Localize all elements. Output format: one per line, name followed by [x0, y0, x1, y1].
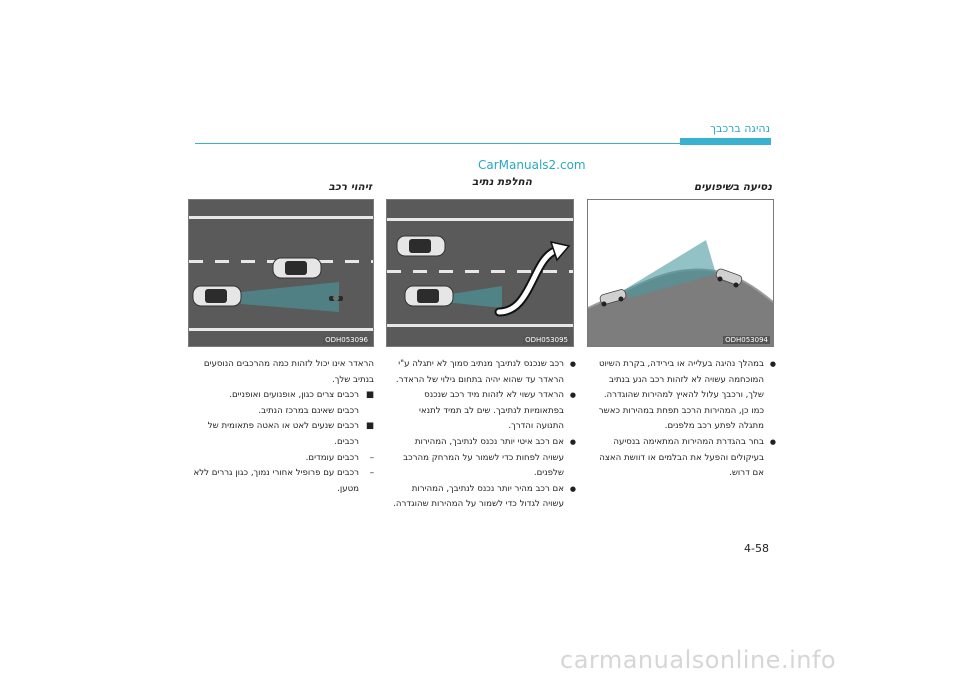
- figure-lane-change: [386, 199, 574, 347]
- figure-code: ODH053094: [725, 336, 768, 344]
- figure-vehicle-detection: [188, 199, 374, 347]
- header-accent-block: [680, 138, 771, 145]
- bullet-lane-2: ● הראדר עשוי לא לזהות מיד רכב שנכנס בפתאומיות לנתיבך. שים לב תמיד לתנאי התנועה והדרך.: [392, 388, 576, 435]
- detection-intro: הראדר אינו יכול לזהות כמה מהרכבים הנוסעים בנתיב שלך.: [203, 359, 374, 385]
- bullet-lane-4: ● אם רכב מהיר יותר נכנס לנתיבך, המהירות עשויה לגדול כדי לשמור על המהירות שהוגדרה.: [392, 482, 576, 513]
- item-text: רכבים עם פרופיל אחורי נמוך, כגון גררים ללא מטען.: [193, 468, 359, 494]
- title-vehicle-detection: זיהוי רכב: [328, 181, 372, 193]
- detection-item: [190, 419, 374, 450]
- bullet-lane-3: ● אם רכב איטי יותר נכנס לנתיבך, המהירות עשויה לפחות כדי לשמור על המרחק מהרכב שלפנים.: [392, 435, 576, 482]
- bullet-slopes-1: ● במהלך נהיגה בעלייה או בירידה, בקרת השיוט המוכחמה עשויה לא לזהות רכב הנע בנתיב שלך, ורכבך עלול להאיץ למהירות שהוגדרה. כמו כן, המהירות הרכב תפחת במהירות כאשר מתגלה לפתע רכב מלפנים.: [592, 357, 776, 435]
- bullet-slopes-2: ● בחר בהגדרת המהירות המתאימה בנסיעה בעיקולים והפעל את הבלמים או דוושת האצה אם דרוש.: [592, 435, 776, 482]
- detection-item: [190, 404, 374, 420]
- item-marker: ■: [365, 390, 374, 401]
- car-adjacent-lane: [273, 258, 321, 278]
- car-upper-lane: [397, 236, 445, 256]
- bullet-lane-1: ● רכב שנכנס לנתיבך מנתיב סמוך לא יתגלה ע"י הראדר עד שהוא יהיה בתחום גילוי של הראדר.: [392, 357, 576, 388]
- section-header: נהיגה ברכבך: [710, 122, 770, 135]
- page-number: 4-58: [744, 542, 769, 555]
- title-slopes: נסיעה בשיפועים: [693, 181, 772, 193]
- item-text: רכבים צרים כגון, אופנועים ואופניים.: [229, 390, 359, 401]
- text-vehicle-detection: [190, 357, 374, 497]
- item-marker: ■: [365, 421, 374, 432]
- title-lane-change: החלפת נתיב: [472, 176, 532, 188]
- item-marker: –: [369, 468, 374, 479]
- car-own: [405, 286, 453, 306]
- car-own: [193, 286, 241, 306]
- text-slopes: [592, 357, 776, 482]
- item-text: רכבים שאינם במרכז הנתיב.: [258, 405, 359, 416]
- lane-change-illustration: [387, 200, 573, 346]
- watermark-bottom: carmanualsonline.info: [560, 646, 837, 674]
- detection-item: [190, 466, 374, 497]
- watermark-top: CarManuals2.com: [478, 158, 586, 172]
- item-text: רכבים עומדים.: [305, 452, 359, 463]
- detection-illustration: [189, 200, 373, 346]
- figure-code: ODH053095: [525, 336, 568, 344]
- item-text: רכבים שנעים לאט או האטה פתאומית של רכבים.: [207, 421, 359, 447]
- figure-code: ODH053096: [325, 336, 368, 344]
- detection-item: [190, 451, 374, 467]
- item-marker: –: [369, 452, 374, 463]
- figure-slope: [587, 199, 774, 347]
- detection-item: [190, 388, 374, 404]
- slope-illustration: [588, 200, 773, 346]
- text-lane-change: [392, 357, 576, 513]
